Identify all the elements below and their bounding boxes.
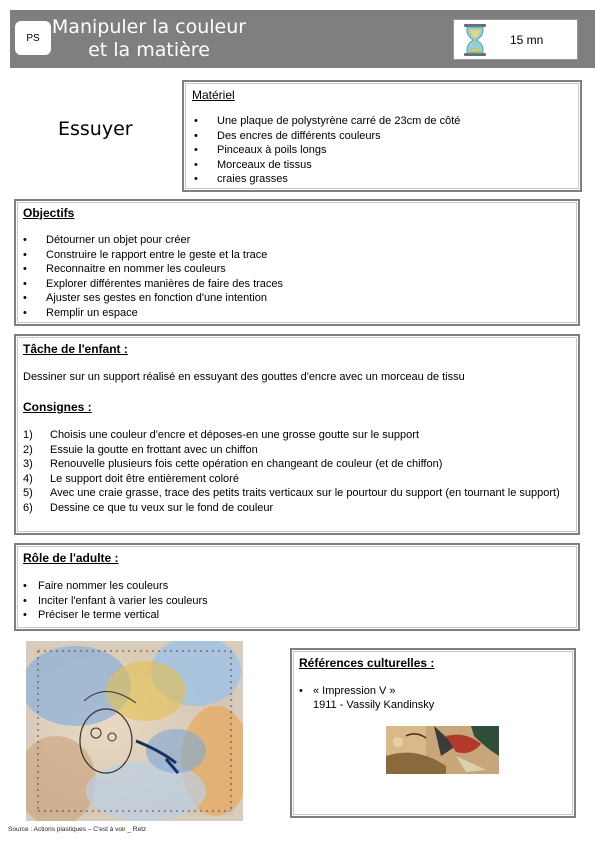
materiel-list [192,114,580,187]
objectifs-box [14,199,580,326]
list-item: 2) Essuie la goutte en frottant avec un chiffon [23,443,258,456]
consignes-list [23,428,564,515]
kandinsky-painting-image [386,726,499,774]
hourglass-icon [462,23,488,57]
activity-title: Essuyer [58,118,133,140]
list-item: • Reconnaitre en nommer les couleurs [23,262,578,277]
list-item: 1) Choisis une couleur d'encre et déposes-en une grosse goutte sur le support [23,429,419,441]
role-title: Rôle de l'adulte : [23,551,119,565]
tache-title: Tâche de l'enfant : [23,342,128,356]
tache-text: Dessiner sur un support réalisé en essuyant des gouttes d'encre avec un morceau de tissu [23,371,465,383]
materiel-box [182,80,582,192]
level-badge: PS [15,21,51,55]
list-item: • Pinceaux à poils longs [192,143,580,158]
list-item: 6) Dessine ce que tu veux sur le fond de couleur [23,501,274,514]
child-artwork-image [26,641,243,821]
list-item: • Construire le rapport entre le geste et la trace [23,248,578,263]
page-title [40,16,258,62]
materiel-title: Matériel [192,88,235,102]
duration-label: 15 mn [510,33,544,47]
list-item: • Préciser le terme vertical [23,608,578,623]
work-detail: 1911 - Vassily Kandinsky [313,699,435,711]
list-item: • Explorer différentes manières de faire des traces [23,277,578,292]
role-box [14,543,580,631]
consignes-title: Consignes : [23,400,92,414]
work-title: « Impression V » [313,685,396,697]
list-item: • craies grasses [192,172,580,187]
list-item: • Inciter l'enfant à varier les couleurs [23,594,578,609]
list-item: • Faire nommer les couleurs [23,579,578,594]
list-item [299,684,574,712]
list-item: 3) Renouvelle plusieurs fois cette opération en changeant de couleur (et de chiffon) [23,458,443,470]
references-list [299,684,574,712]
list-item: 5) Avec une craie grasse, trace des petits traits verticaux sur le pourtour du support (en tournant le support) [23,487,560,499]
list-item: • Détourner un objet pour créer [23,233,578,248]
duration-box [453,19,578,60]
references-title: Références culturelles : [299,656,435,670]
source-line: Source : Actions plastiques – C'est à voir _ Retz [8,826,147,833]
list-item: • Remplir un espace [23,306,578,321]
title-line-1: Manipuler la couleur [51,16,247,38]
role-list [23,579,578,623]
list-item: 4) Le support doit être entièrement coloré [23,472,239,485]
title-line-2: et la matière [88,39,210,61]
list-item: • Morceaux de tissus [192,158,580,173]
objectifs-list [23,233,578,320]
list-item: • Ajuster ses gestes en fonction d'une intention [23,291,578,306]
list-item: • Des encres de différents couleurs [192,129,580,144]
list-item: • Une plaque de polystyrène carré de 23cm de côté [192,114,580,129]
objectifs-title: Objectifs [23,206,75,220]
task-instructions-box [14,334,580,535]
